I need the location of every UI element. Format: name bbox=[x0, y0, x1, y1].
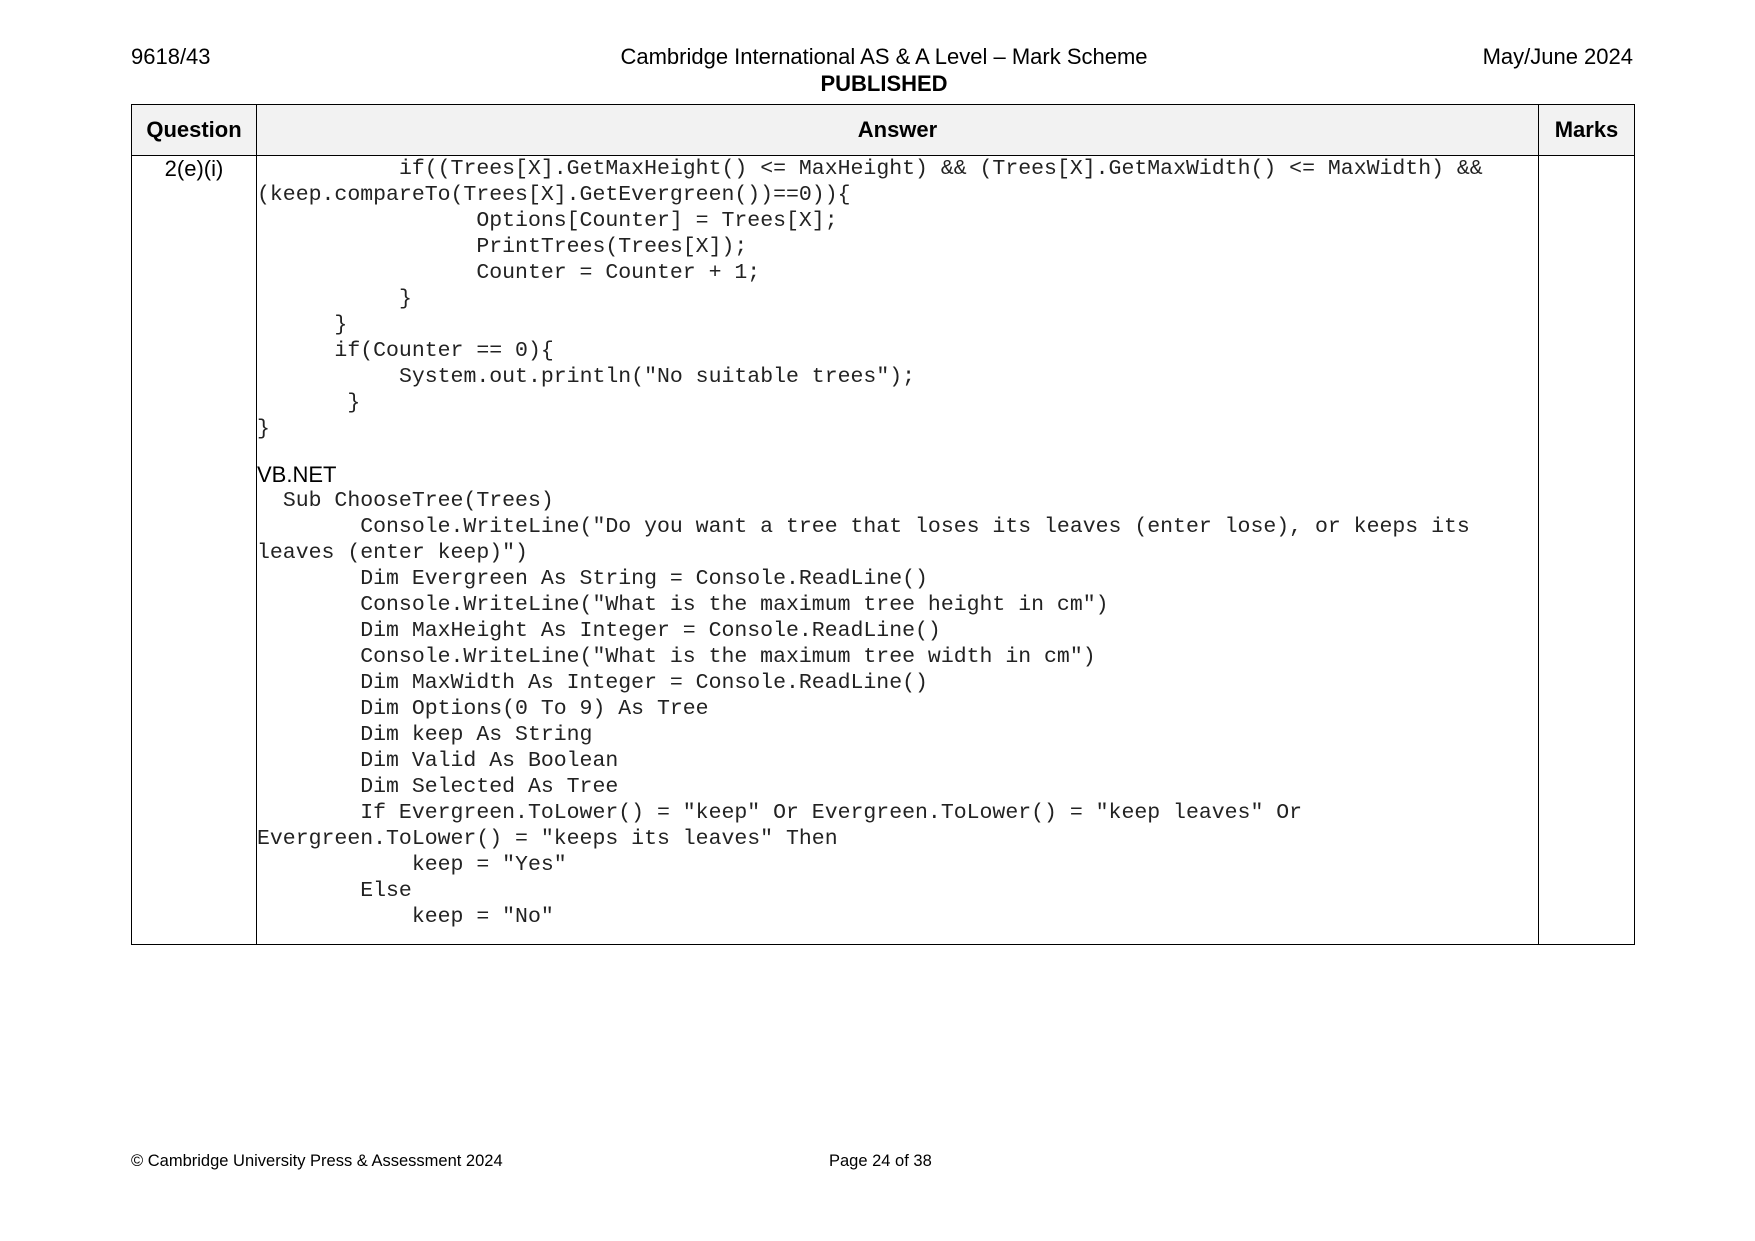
copyright-notice: © Cambridge University Press & Assessment 2024 bbox=[131, 1152, 503, 1170]
document-title: Cambridge International AS & A Level – Mark Scheme bbox=[620, 44, 1148, 69]
paper-code: 9618/43 bbox=[131, 44, 211, 69]
published-label: PUBLISHED bbox=[820, 71, 948, 96]
exam-session: May/June 2024 bbox=[1482, 44, 1633, 69]
answer-cell bbox=[257, 156, 1539, 945]
marks-cell bbox=[1539, 156, 1635, 945]
page-number: Page 24 of 38 bbox=[829, 1152, 932, 1170]
vbnet-code-block: Sub ChooseTree(Trees) Console.WriteLine("Do you want a tree that loses its leaves (enter lose), or keeps its leaves (enter keep)") Dim Evergreen As String = Console.ReadLine() Console.WriteLine("What is the maximum tree height in cm") Dim MaxHeight As Integer = Console.ReadLine() Console.WriteLine("What is the maximum tree width in cm") Dim MaxWidth As Integer = Console.ReadLine() Dim Options(0 To 9) As Tree Dim keep As String Dim Valid As Boolean Dim Selected As Tree If Evergreen.ToLower() = "keep" Or Evergreen.ToLower() = "keep leaves" Or Evergreen.ToLower() = "keeps its leaves" Then keep = "Yes" Else keep = "No" bbox=[257, 489, 1470, 929]
java-code-block: if((Trees[X].GetMaxHeight() <= MaxHeight) && (Trees[X].GetMaxWidth() <= MaxWidth) && (keep.compareTo(Trees[X].GetEvergreen())==0)){ Options[Counter] = Trees[X]; PrintTrees(Trees[X]); Counter = Counter + 1; } } if(Counter == 0){ System.out.println("No suitable trees"); } } bbox=[257, 157, 1483, 441]
table-header-row bbox=[132, 105, 1635, 156]
question-number: 2(e)(i) bbox=[132, 156, 257, 945]
marks-column-header: Marks bbox=[1539, 105, 1635, 156]
vbnet-label: VB.NET bbox=[257, 462, 337, 487]
table-row bbox=[132, 156, 1635, 945]
mark-scheme-table bbox=[131, 104, 1635, 945]
question-column-header: Question bbox=[132, 105, 257, 156]
answer-column-header: Answer bbox=[257, 105, 1539, 156]
